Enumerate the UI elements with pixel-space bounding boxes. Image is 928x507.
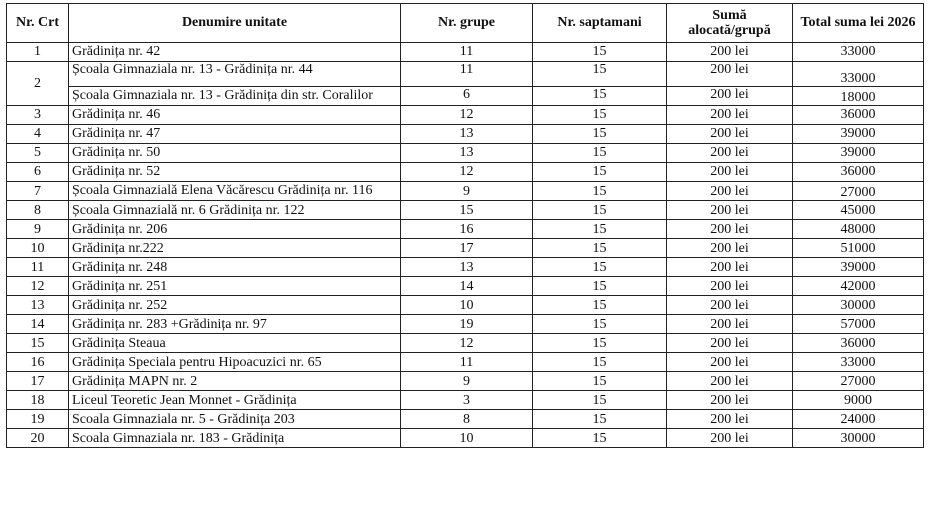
- cell-name: Grădinița nr. 206: [69, 220, 401, 239]
- cell-suma: 200 lei: [667, 62, 793, 87]
- cell-suma: 200 lei: [667, 144, 793, 163]
- cell-grupe: 12: [401, 334, 533, 353]
- cell-saptamani: 15: [533, 125, 667, 144]
- cell-grupe: 15: [401, 201, 533, 220]
- header-suma-line1: Sumă: [712, 7, 747, 23]
- cell-total: 33000: [793, 353, 924, 372]
- table-row: [7, 125, 924, 144]
- cell-nr: 12: [7, 277, 69, 296]
- cell-grupe: 11: [401, 62, 533, 87]
- cell-saptamani: 15: [533, 391, 667, 410]
- cell-suma: 200 lei: [667, 87, 793, 106]
- table-row: [7, 163, 924, 182]
- cell-grupe: 9: [401, 372, 533, 391]
- cell-saptamani: 15: [533, 353, 667, 372]
- cell-name: Grădinița nr.222: [69, 239, 401, 258]
- cell-suma: 200 lei: [667, 277, 793, 296]
- cell-total: 18000: [793, 87, 924, 106]
- table-row: [7, 201, 924, 220]
- cell-suma: 200 lei: [667, 353, 793, 372]
- cell-suma: 200 lei: [667, 334, 793, 353]
- cell-grupe: 13: [401, 125, 533, 144]
- cell-grupe: 6: [401, 87, 533, 106]
- table-row: [7, 220, 924, 239]
- cell-grupe: 12: [401, 106, 533, 125]
- header-row: [7, 4, 924, 43]
- cell-total: 36000: [793, 106, 924, 125]
- table-row: [7, 87, 924, 106]
- table-row: [7, 429, 924, 448]
- cell-suma: 200 lei: [667, 182, 793, 201]
- header-nr-crt: Nr. Crt: [7, 4, 69, 43]
- cell-name: Grădinița MAPN nr. 2: [69, 372, 401, 391]
- cell-name: Grădinița nr. 47: [69, 125, 401, 144]
- table-row: [7, 372, 924, 391]
- cell-saptamani: 15: [533, 182, 667, 201]
- cell-saptamani: 15: [533, 43, 667, 62]
- cell-nr: 7: [7, 182, 69, 201]
- cell-suma: 200 lei: [667, 410, 793, 429]
- cell-grupe: 8: [401, 410, 533, 429]
- cell-saptamani: 15: [533, 429, 667, 448]
- cell-name: Școala Gimnazială Elena Văcărescu Grădinița nr. 116: [69, 182, 401, 201]
- table-row: [7, 315, 924, 334]
- table-row: [7, 239, 924, 258]
- cell-grupe: 14: [401, 277, 533, 296]
- cell-total: 51000: [793, 239, 924, 258]
- cell-nr: 18: [7, 391, 69, 410]
- cell-nr: 15: [7, 334, 69, 353]
- cell-suma: 200 lei: [667, 239, 793, 258]
- cell-grupe: 9: [401, 182, 533, 201]
- cell-nr: 10: [7, 239, 69, 258]
- table-row: [7, 182, 924, 201]
- table-row: [7, 258, 924, 277]
- cell-total: 39000: [793, 144, 924, 163]
- cell-grupe: 11: [401, 353, 533, 372]
- table-row: [7, 62, 924, 87]
- header-total: Total suma lei 2026: [793, 4, 924, 43]
- cell-saptamani: 15: [533, 87, 667, 106]
- cell-grupe: 10: [401, 296, 533, 315]
- cell-total: 57000: [793, 315, 924, 334]
- cell-name: Grădinița nr. 50: [69, 144, 401, 163]
- cell-nr: 6: [7, 163, 69, 182]
- table-row: [7, 334, 924, 353]
- cell-name: Scoala Gimnaziala nr. 5 - Grădinița 203: [69, 410, 401, 429]
- cell-name: Grădinița nr. 252: [69, 296, 401, 315]
- cell-saptamani: 15: [533, 296, 667, 315]
- cell-saptamani: 15: [533, 106, 667, 125]
- cell-total: 48000: [793, 220, 924, 239]
- cell-nr: 2: [7, 62, 69, 106]
- cell-nr: 16: [7, 353, 69, 372]
- header-suma-line2: alocată/grupă: [688, 23, 771, 38]
- cell-total: 39000: [793, 258, 924, 277]
- cell-nr: 19: [7, 410, 69, 429]
- cell-total: 36000: [793, 163, 924, 182]
- cell-suma: 200 lei: [667, 315, 793, 334]
- cell-grupe: 13: [401, 258, 533, 277]
- cell-saptamani: 15: [533, 334, 667, 353]
- cell-saptamani: 15: [533, 258, 667, 277]
- header-denumire: Denumire unitate: [69, 4, 401, 43]
- cell-nr: 17: [7, 372, 69, 391]
- cell-nr: 13: [7, 296, 69, 315]
- cell-total: 27000: [793, 182, 924, 201]
- cell-total: 33000: [793, 43, 924, 62]
- cell-name: Grădinița Steaua: [69, 334, 401, 353]
- cell-suma: 200 lei: [667, 163, 793, 182]
- cell-saptamani: 15: [533, 201, 667, 220]
- cell-suma: 200 lei: [667, 258, 793, 277]
- cell-name: Grădinița nr. 283 +Grădinița nr. 97: [69, 315, 401, 334]
- cell-name: Grădinița Speciala pentru Hipoacuzici nr. 65: [69, 353, 401, 372]
- cell-saptamani: 15: [533, 144, 667, 163]
- cell-nr: 9: [7, 220, 69, 239]
- cell-total: 9000: [793, 391, 924, 410]
- header-nr-saptamani: Nr. saptamani: [533, 4, 667, 43]
- cell-grupe: 12: [401, 163, 533, 182]
- cell-nr: 1: [7, 43, 69, 62]
- header-suma: [667, 4, 793, 43]
- cell-nr: 11: [7, 258, 69, 277]
- cell-saptamani: 15: [533, 372, 667, 391]
- cell-nr: 14: [7, 315, 69, 334]
- cell-total: 27000: [793, 372, 924, 391]
- cell-saptamani: 15: [533, 220, 667, 239]
- cell-saptamani: 15: [533, 315, 667, 334]
- cell-total: 24000: [793, 410, 924, 429]
- cell-total: 36000: [793, 334, 924, 353]
- cell-grupe: 3: [401, 391, 533, 410]
- cell-suma: 200 lei: [667, 391, 793, 410]
- cell-suma: 200 lei: [667, 296, 793, 315]
- table-row: [7, 106, 924, 125]
- table-row: [7, 144, 924, 163]
- cell-nr: 20: [7, 429, 69, 448]
- table-row: [7, 410, 924, 429]
- cell-name: Grădinița nr. 42: [69, 43, 401, 62]
- cell-suma: 200 lei: [667, 220, 793, 239]
- cell-suma: 200 lei: [667, 201, 793, 220]
- cell-grupe: 10: [401, 429, 533, 448]
- table-row: [7, 391, 924, 410]
- cell-grupe: 13: [401, 144, 533, 163]
- cell-suma: 200 lei: [667, 43, 793, 62]
- cell-saptamani: 15: [533, 163, 667, 182]
- table-row: [7, 353, 924, 372]
- cell-grupe: 11: [401, 43, 533, 62]
- cell-total: 45000: [793, 201, 924, 220]
- allocation-table: [6, 3, 924, 448]
- cell-saptamani: 15: [533, 410, 667, 429]
- cell-suma: 200 lei: [667, 106, 793, 125]
- cell-grupe: 17: [401, 239, 533, 258]
- cell-total: 30000: [793, 429, 924, 448]
- cell-total: 30000: [793, 296, 924, 315]
- cell-saptamani: 15: [533, 62, 667, 87]
- cell-name: Școala Gimnaziala nr. 13 - Grădinița din str. Coralilor: [69, 87, 401, 106]
- cell-grupe: 16: [401, 220, 533, 239]
- cell-suma: 200 lei: [667, 429, 793, 448]
- header-nr-grupe: Nr. grupe: [401, 4, 533, 43]
- cell-name: Școala Gimnaziala nr. 13 - Grădinița nr. 44: [69, 62, 401, 87]
- cell-nr: 4: [7, 125, 69, 144]
- cell-name: Grădinița nr. 46: [69, 106, 401, 125]
- cell-name: Școala Gimnazială nr. 6 Grădinița nr. 122: [69, 201, 401, 220]
- cell-name: Scoala Gimnaziala nr. 183 - Grădinița: [69, 429, 401, 448]
- cell-total: 42000: [793, 277, 924, 296]
- cell-name: Grădinița nr. 52: [69, 163, 401, 182]
- cell-total: 33000: [793, 62, 924, 87]
- table-row: [7, 296, 924, 315]
- cell-name: Grădinița nr. 251: [69, 277, 401, 296]
- table-row: [7, 277, 924, 296]
- cell-name: Liceul Teoretic Jean Monnet - Grădinița: [69, 391, 401, 410]
- cell-suma: 200 lei: [667, 372, 793, 391]
- cell-total: 39000: [793, 125, 924, 144]
- cell-suma: 200 lei: [667, 125, 793, 144]
- cell-nr: 8: [7, 201, 69, 220]
- table-row: [7, 43, 924, 62]
- cell-saptamani: 15: [533, 277, 667, 296]
- cell-grupe: 19: [401, 315, 533, 334]
- cell-name: Grădinița nr. 248: [69, 258, 401, 277]
- cell-saptamani: 15: [533, 239, 667, 258]
- cell-nr: 5: [7, 144, 69, 163]
- cell-nr: 3: [7, 106, 69, 125]
